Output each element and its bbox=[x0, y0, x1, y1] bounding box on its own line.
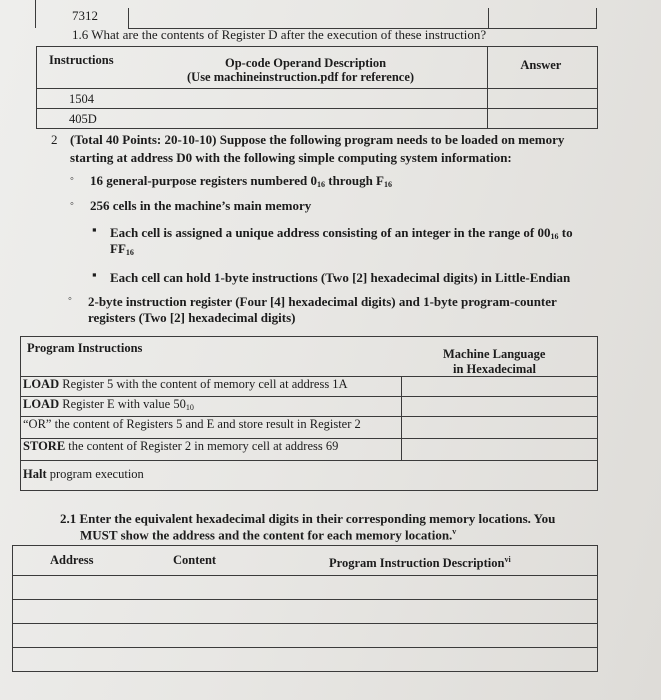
header-program-instruction-description: Program Instruction Description$^{vi}$ bbox=[329, 555, 511, 571]
instruction-cell bbox=[37, 109, 488, 129]
hollow-bullet-icon: ◦ bbox=[70, 198, 74, 210]
bullet-instruction-register-line1: 2-byte instruction register (Four [4] hexadecimal digits) and 1-byte program-counter bbox=[88, 294, 557, 309]
header-content: Content bbox=[173, 553, 217, 567]
machine-language-input-cell[interactable] bbox=[402, 377, 598, 397]
subbullet-address-line2: $FF_{16}$ bbox=[110, 241, 134, 257]
machine-language-input-cell[interactable] bbox=[402, 417, 598, 439]
table-row bbox=[21, 439, 598, 461]
header-instructions-cell bbox=[37, 47, 488, 89]
header-address: Address bbox=[50, 553, 94, 567]
program-instruction-cell: Halt program execution bbox=[21, 461, 598, 491]
header-answer-cell bbox=[488, 47, 598, 89]
program-header-cell bbox=[21, 337, 598, 377]
table-header-row bbox=[37, 47, 598, 89]
instructions-table bbox=[36, 46, 598, 129]
memory-input-cell[interactable] bbox=[13, 576, 598, 600]
hollow-bullet-icon: ◦ bbox=[68, 293, 72, 305]
header-program-instructions: Program Instructions bbox=[27, 341, 143, 355]
memory-input-cell[interactable] bbox=[13, 600, 598, 624]
header-instructions: Instructions bbox=[49, 53, 114, 67]
square-bullet-icon: ▪ bbox=[92, 222, 97, 237]
header-answer: Answer bbox=[520, 58, 562, 72]
program-instruction-cell: LOAD Register 5 with the content of memory cell at address 1A bbox=[21, 377, 402, 397]
memory-header-cell bbox=[13, 546, 598, 576]
table-header-row bbox=[13, 546, 598, 576]
memory-input-cell[interactable] bbox=[13, 624, 598, 648]
header-description-line2: (Use machineinstruction.pdf for reference) bbox=[187, 70, 415, 84]
square-bullet-icon: ▪ bbox=[92, 267, 97, 282]
table-row bbox=[13, 648, 598, 672]
program-instruction-cell: STORE the content of Register 2 in memory cell at address 69 bbox=[21, 439, 402, 461]
table-row bbox=[21, 377, 598, 397]
header-description-line1: Op-code Operand Description bbox=[225, 56, 387, 70]
table-row bbox=[37, 89, 598, 109]
divider bbox=[596, 8, 597, 28]
machine-language-input-cell[interactable] bbox=[402, 439, 598, 461]
divider bbox=[488, 8, 489, 28]
question-2-1-line2: MUST show the address and the content for each memory location.$^v$ bbox=[80, 527, 457, 543]
program-instructions-table bbox=[20, 336, 598, 491]
header-machine-language-line2: in Hexadecimal bbox=[453, 362, 536, 376]
divider bbox=[128, 8, 129, 28]
instruction-405d: 405D bbox=[69, 112, 97, 126]
table-header-row bbox=[21, 337, 598, 377]
hollow-bullet-icon: ◦ bbox=[70, 173, 74, 185]
question-2-line1: (Total 40 Points: 20-10-10) Suppose the following program needs to be loaded on memory bbox=[70, 132, 565, 147]
bullet-instruction-register-line2: registers (Two [2] hexadecimal digits) bbox=[88, 310, 296, 325]
subbullet-byte-instructions: Each cell can hold 1-byte instructions (Two [2] hexadecimal digits) in Little-Endian bbox=[110, 270, 571, 285]
divider bbox=[35, 0, 36, 28]
value-7312: 7312 bbox=[72, 8, 98, 23]
question-2-number: 2 bbox=[51, 132, 58, 147]
subbullet-address-line1: Each cell is assigned a unique address consisting of an integer in the range of $00_{16}$ to bbox=[110, 225, 573, 241]
table-row bbox=[21, 417, 598, 439]
machine-language-input-cell[interactable] bbox=[402, 397, 598, 417]
question-2-1-line1: 2.1 Enter the equivalent hexadecimal digits in their corresponding memory locations. You bbox=[60, 511, 556, 526]
table-row bbox=[13, 624, 598, 648]
question-2-line2: starting at address D0 with the following simple computing system information: bbox=[70, 150, 512, 165]
question-1-6: 1.6 What are the contents of Register D after the execution of these instruction? bbox=[72, 27, 487, 42]
instruction-cell bbox=[37, 89, 488, 109]
table-row bbox=[21, 397, 598, 417]
table-row bbox=[37, 109, 598, 129]
bullet-cells: 256 cells in the machine’s main memory bbox=[90, 198, 312, 213]
table-row bbox=[21, 461, 598, 491]
answer-input-cell[interactable] bbox=[488, 89, 598, 109]
bullet-registers: 16 general-purpose registers numbered $0_{16}$ through $F_{16}$ bbox=[90, 173, 392, 189]
header-machine-language-line1: Machine Language bbox=[443, 347, 546, 361]
program-instruction-cell: LOAD Register E with value $50_{10}$ bbox=[21, 397, 402, 417]
table-row bbox=[13, 576, 598, 600]
program-instruction-cell: “OR” the content of Registers 5 and E and store result in Register 2 bbox=[21, 417, 402, 439]
memory-input-cell[interactable] bbox=[13, 648, 598, 672]
table-row bbox=[13, 600, 598, 624]
instruction-1504: 1504 bbox=[69, 92, 94, 106]
memory-locations-table bbox=[12, 545, 598, 672]
answer-input-cell[interactable] bbox=[488, 109, 598, 129]
